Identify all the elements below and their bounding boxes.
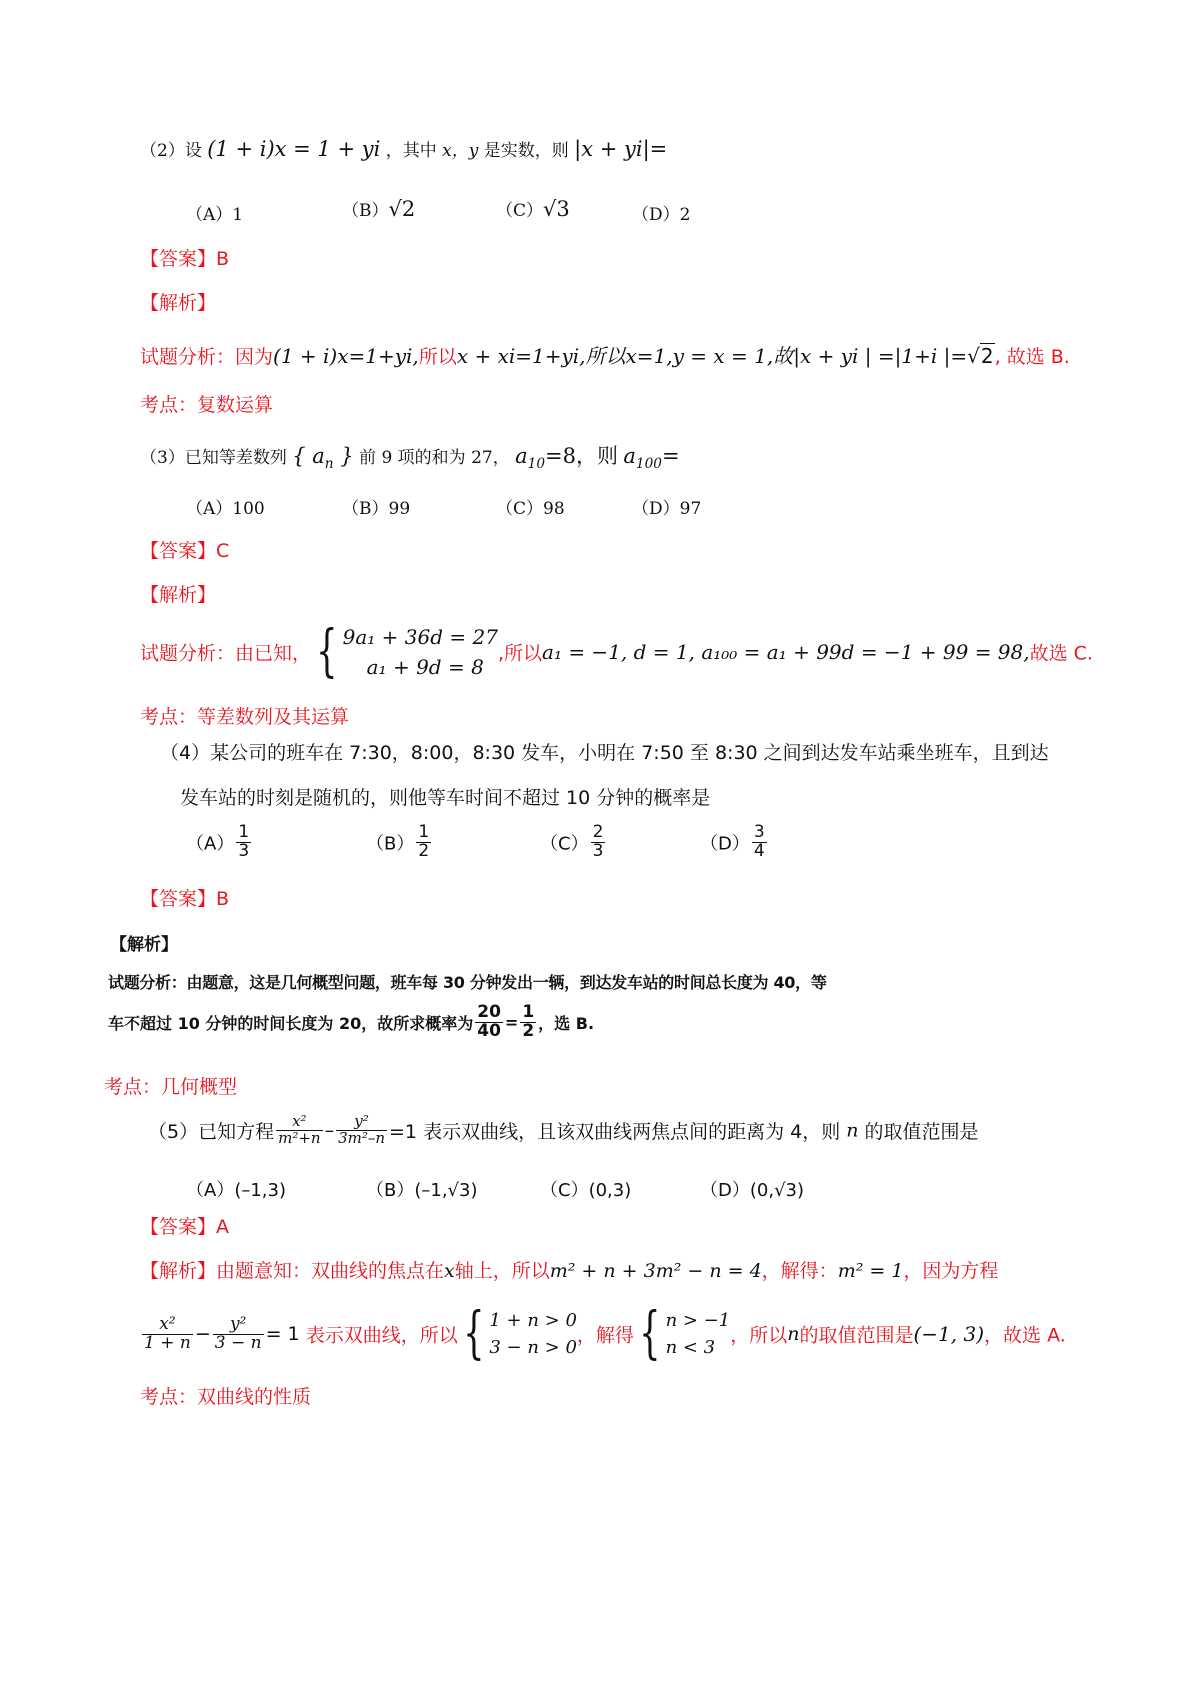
q2-stem-text: ，其中 xyxy=(385,141,437,161)
q3-option-d: （D）97 xyxy=(632,499,702,519)
q4-analysis-line1: 试题分析：由题意，这是几何概型问题，班车每 30 分钟发出一辆，到达发车站的时间总长度为 40，等 xyxy=(108,973,827,992)
q3-analysis-title: 【解析】 xyxy=(140,584,217,606)
q2-stem-equation: (1 + i)x = 1 + yi xyxy=(207,137,381,161)
q3-option-b: （B）99 xyxy=(342,499,411,519)
q5-option-c: （C）(0,3) xyxy=(540,1180,632,1201)
q3-answer: 【答案】C xyxy=(140,540,230,562)
q3-point: 考点：等差数列及其运算 xyxy=(140,706,350,728)
q4-point: 考点：几何概型 xyxy=(104,1076,238,1098)
q4-analysis-line2: 车不超过 10 分钟的时间长度为 20，故所求概率为 $\frac{20}{40}$ = $\frac{1}{2}$ ，选 B. xyxy=(108,1002,595,1041)
q2-stem-vars: x，y xyxy=(442,141,479,161)
q2-answer: 【答案】B xyxy=(140,248,230,270)
q4-stem-line2: 发车站的时刻是随机的，则他等车时间不超过 10 分钟的概率是 xyxy=(180,787,711,809)
q2-point: 考点：复数运算 xyxy=(140,394,274,416)
q3-option-a: （A）100 xyxy=(186,499,265,519)
q4-answer: 【答案】B xyxy=(140,888,230,910)
q3-option-c: （C）98 xyxy=(496,499,565,519)
q5-option-b: （B）(–1,√3) xyxy=(366,1180,478,1201)
q4-option-c: （C） $\frac{2}{3}$ xyxy=(540,822,604,861)
q2-stem-text2: 是实数，则 xyxy=(483,141,569,161)
q2-analysis-title: 【解析】 xyxy=(140,292,217,314)
q3-stem: （3）已知等差数列 { $a_n$ } 前 9 项的和为 27， $a_{10}=8$，则 $a_{100}=$ xyxy=(140,444,680,473)
q2-option-d: （D）2 xyxy=(632,205,691,225)
q2-stem-prefix: （2）设 xyxy=(140,141,202,161)
q4-analysis-title: 【解析】 xyxy=(110,935,178,955)
q2-stem-abs: |x + yi|= xyxy=(574,137,668,161)
q2-option-c: （C）√3 xyxy=(496,197,570,221)
q2-option-b: （B）√2 xyxy=(342,197,416,221)
q5-analysis-line2: $\frac{\text{x²}}{1 + n}$ − $\frac{\text{y²}}{3 - n}$ = 1 表示双曲线，所以{ 1 + n > 0 3 − n > 0 ，解得{ n > −1 n < 3 ，所以n的取值范围是(−1, 3)，故选 A. xyxy=(144,1301,1066,1366)
q5-answer: 【答案】A xyxy=(140,1216,229,1238)
q4-option-d: （D） $\frac{3}{4}$ xyxy=(700,822,765,861)
q2-stem xyxy=(140,136,667,161)
q3-analysis: 试题分析：由已知，{ 9a₁ + 36d = 27 a₁ + 9d = 8 ,所以a₁ = −1, d = 1, a₁₀₀ = a₁ + 99d = −1 + 99 = 98,故选 C. xyxy=(140,619,1093,684)
q4-option-b: （B） $\frac{1}{2}$ xyxy=(366,822,430,861)
q3-equation-system: 9a₁ + 36d = 27 a₁ + 9d = 8 xyxy=(342,625,498,679)
q5-stem: （5）已知方程 $\frac{\text{x²}}{\text{m²+n}}$ – $\frac{\text{y²}}{\text{3m²–n}}$ =1 表示双曲线，且该双曲线两焦点间的距离为 4，则 n 的取值范围是 xyxy=(148,1112,979,1147)
q5-option-d: （D）(0,√3) xyxy=(700,1180,805,1201)
q4-stem-line1: （4）某公司的班车在 7:30，8:00，8:30 发车，小明在 7:50 至 8:30 之间到达发车站乘坐班车，且到达 xyxy=(160,742,1049,764)
q5-analysis-line1: 【解析】由题意知：双曲线的焦点在x轴上，所以m² + n + 3m² − n = 4，解得：m² = 1，因为方程 xyxy=(140,1260,999,1282)
q5-option-a: （A）(–1,3) xyxy=(186,1180,286,1201)
q4-option-a: （A） $\frac{1}{3}$ xyxy=(186,822,250,861)
q2-option-a: （A）1 xyxy=(186,205,244,225)
q2-analysis: 试题分析：因为(1 + i)x=1+yi,所以x + xi=1+yi,所以x=1,y = x = 1,故|x + yi | =|1+i |=√2, 故选 B. xyxy=(140,344,1070,368)
q5-point: 考点：双曲线的性质 xyxy=(140,1386,312,1408)
